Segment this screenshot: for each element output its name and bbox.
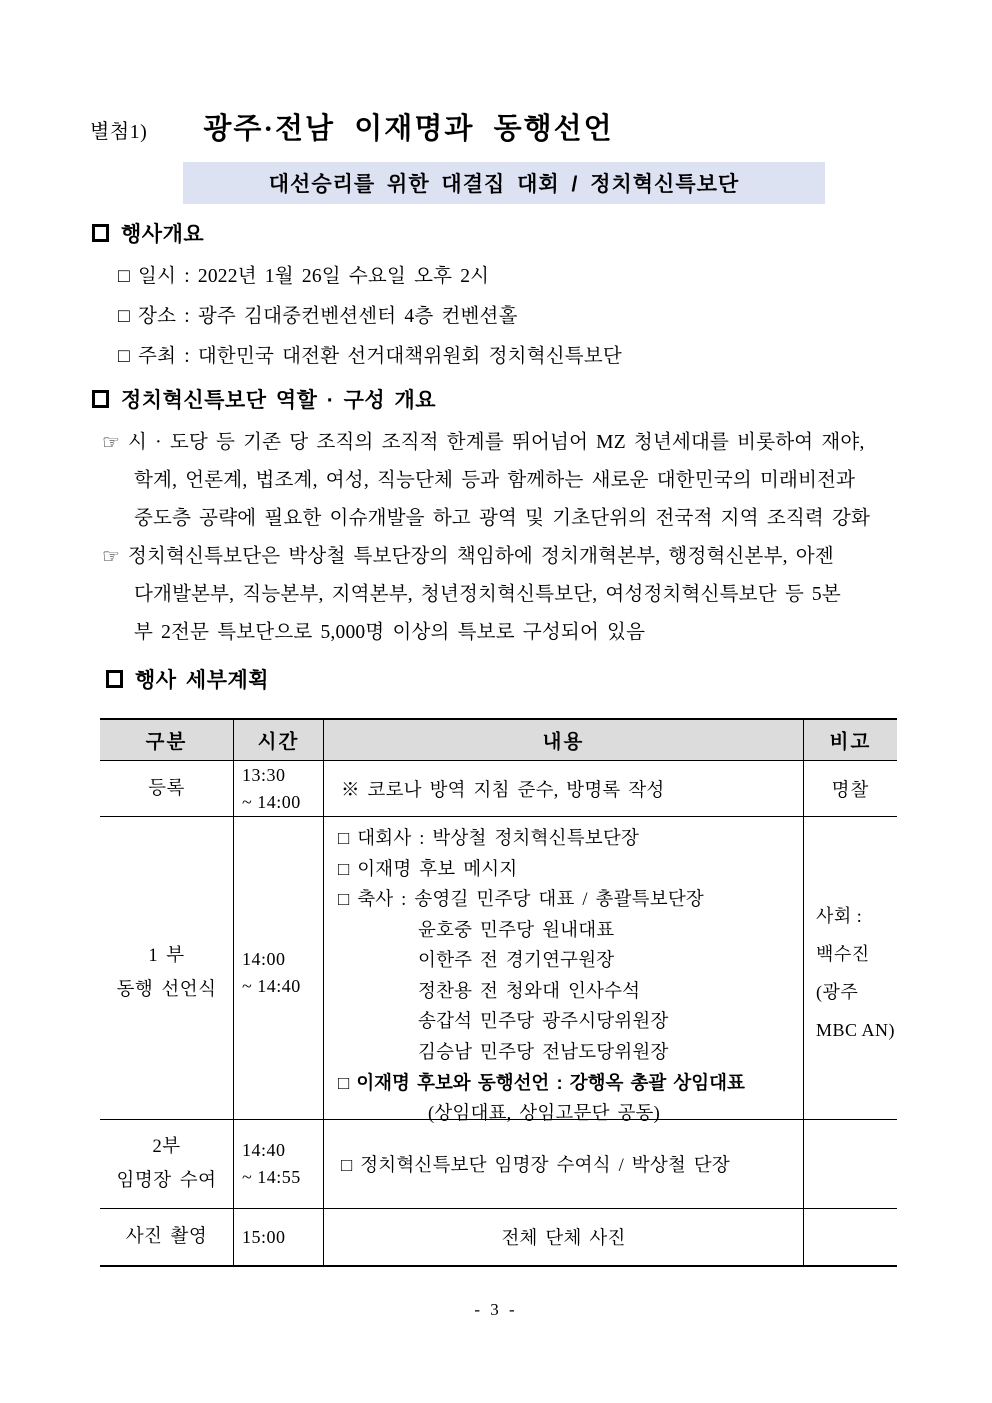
paragraph-line: 시 · 도당 등 기존 당 조직의 조직적 한계를 뛰어넘어 MZ 청년세대를 비롯하여 재야, bbox=[128, 432, 865, 453]
section-heading-role bbox=[92, 384, 992, 414]
time-line: ~ 14:00 bbox=[242, 791, 301, 812]
paragraph-line: 부 2전문 특보단으로 5,000명 이상의 특보로 구성되어 있음 bbox=[134, 622, 646, 643]
paragraph-line: 정치혁신특보단은 박상철 특보단장의 책임하에 정치개혁본부, 행정혁신본부, 아젠 bbox=[128, 546, 834, 567]
pointer-paragraph bbox=[102, 424, 992, 538]
cell-time bbox=[233, 1120, 323, 1208]
cell-time bbox=[233, 817, 323, 1129]
overview-item-list bbox=[118, 265, 992, 368]
section-heading-schedule bbox=[106, 664, 992, 694]
cell-note bbox=[803, 817, 897, 1129]
category-line: 임명장 수여 bbox=[116, 1171, 217, 1191]
content-line: ※ 코로나 방역 지침 준수, 방명록 작성 bbox=[341, 780, 665, 801]
cell-time bbox=[233, 1209, 323, 1265]
time-line: ~ 14:55 bbox=[242, 1167, 301, 1187]
content-line: 윤호중 민주당 원내대표 bbox=[418, 920, 615, 941]
time-line: ~ 14:40 bbox=[242, 976, 301, 996]
paragraph-line: 학계, 언론계, 법조계, 여성, 직능단체 등과 함께하는 새로운 대한민국의 미래비전과 bbox=[134, 470, 856, 491]
pointing-hand-icon: ☞ bbox=[102, 432, 120, 454]
time-line: 15:00 bbox=[242, 1226, 286, 1247]
cell-content bbox=[323, 1120, 803, 1208]
note-line: 사회 : bbox=[816, 906, 863, 926]
column-header-time: 시간 bbox=[233, 720, 323, 760]
page-title: 광주·전남 이재명과 동행선언 bbox=[203, 113, 614, 145]
subtitle-highlight-box bbox=[183, 162, 825, 204]
column-header-note: 비고 bbox=[803, 720, 897, 760]
table-row bbox=[100, 817, 897, 1124]
cell-note bbox=[803, 1209, 897, 1265]
section-heading-label: 행사 세부계획 bbox=[135, 669, 270, 692]
page-subtitle: 대선승리를 위한 대결집 대회 / 정치혁신특보단 bbox=[268, 173, 740, 196]
note-line: MBC AN) bbox=[816, 1020, 896, 1040]
pointer-paragraph-text bbox=[128, 424, 912, 538]
content-line: □ 이재명 후보 메시지 bbox=[338, 859, 518, 880]
category-line: 등록 bbox=[148, 778, 185, 799]
time-line: 14:40 bbox=[242, 1140, 286, 1160]
note-line: (광주 bbox=[816, 982, 859, 1002]
document-header bbox=[0, 0, 992, 147]
overview-item-host: □ 주최 : 대한민국 대전환 선거대책위원회 정치혁신특보단 bbox=[118, 346, 622, 367]
pointer-paragraph-text bbox=[128, 538, 912, 652]
cell-category bbox=[100, 1120, 233, 1208]
cell-category bbox=[100, 1209, 233, 1265]
cell-note bbox=[803, 761, 897, 816]
cell-content bbox=[323, 1209, 803, 1265]
section-heading-overview bbox=[92, 218, 992, 248]
content-line: 정찬용 전 청와대 인사수석 bbox=[418, 981, 641, 1002]
category-line: 동행 선언식 bbox=[116, 980, 217, 1000]
table-row bbox=[100, 1209, 897, 1265]
category-line: 1 부 bbox=[148, 946, 185, 966]
content-line: 김승남 민주당 전남도당위원장 bbox=[418, 1042, 669, 1063]
square-bullet-icon bbox=[92, 224, 109, 242]
content-line: 전체 단체 사진 bbox=[501, 1229, 626, 1249]
overview-item-datetime: □ 일시 : 2022년 1월 26일 수요일 오후 2시 bbox=[118, 266, 490, 287]
table-row bbox=[100, 1120, 897, 1209]
time-line: 13:30 bbox=[242, 764, 286, 785]
category-line: 사진 촬영 bbox=[125, 1227, 208, 1247]
cell-content bbox=[323, 817, 803, 1129]
content-line: □ 대회사 : 박상철 정치혁신특보단장 bbox=[338, 829, 640, 849]
paragraph-line: 중도층 공략에 필요한 이슈개발을 하고 광역 및 기초단위의 전국적 지역 조직력 강화 bbox=[134, 508, 871, 529]
page-number: - 3 - bbox=[474, 1300, 518, 1319]
content-line: □ 정치혁신특보단 임명장 수여식 / 박상철 단장 bbox=[341, 1156, 730, 1176]
table-header-row bbox=[100, 720, 897, 761]
pointer-paragraph bbox=[102, 538, 992, 652]
note-line: 명찰 bbox=[831, 780, 870, 801]
pointing-hand-icon: ☞ bbox=[102, 546, 120, 568]
paragraph-line: 다개발본부, 직능본부, 지역본부, 청년정치혁신특보단, 여성정치혁신특보단 등 5본 bbox=[134, 584, 841, 605]
cell-category bbox=[100, 761, 233, 816]
content-line: (상임대표, 상임고문단 공동) bbox=[428, 1103, 660, 1124]
content-line-emphasis: □ 이재명 후보와 동행선언 : 강행옥 총괄 상임대표 bbox=[338, 1072, 745, 1093]
category-line: 2부 bbox=[152, 1137, 181, 1157]
cell-category bbox=[100, 817, 233, 1129]
content-line: 송갑석 민주당 광주시당위원장 bbox=[418, 1012, 669, 1032]
note-line: 백수진 bbox=[816, 944, 870, 964]
overview-item-venue: □ 장소 : 광주 김대중컨벤션센터 4층 컨벤션홀 bbox=[118, 306, 518, 327]
cell-content bbox=[323, 761, 803, 816]
square-bullet-icon bbox=[106, 670, 123, 688]
content-line: 이한주 전 경기연구원장 bbox=[418, 951, 615, 971]
section-heading-label: 정치혁신특보단 역할 · 구성 개요 bbox=[121, 389, 437, 412]
table-row bbox=[100, 761, 897, 817]
cell-time bbox=[233, 761, 323, 816]
cell-note bbox=[803, 1120, 897, 1208]
time-line: 14:00 bbox=[242, 949, 286, 969]
section-heading-label: 행사개요 bbox=[121, 223, 205, 246]
attachment-label: 별첨1) bbox=[90, 121, 148, 143]
column-header-category: 구분 bbox=[100, 720, 233, 760]
column-header-content: 내용 bbox=[323, 720, 803, 760]
schedule-table bbox=[100, 718, 897, 1267]
content-line: □ 축사 : 송영길 민주당 대표 / 총괄특보단장 bbox=[338, 890, 704, 910]
square-bullet-icon bbox=[92, 390, 109, 408]
